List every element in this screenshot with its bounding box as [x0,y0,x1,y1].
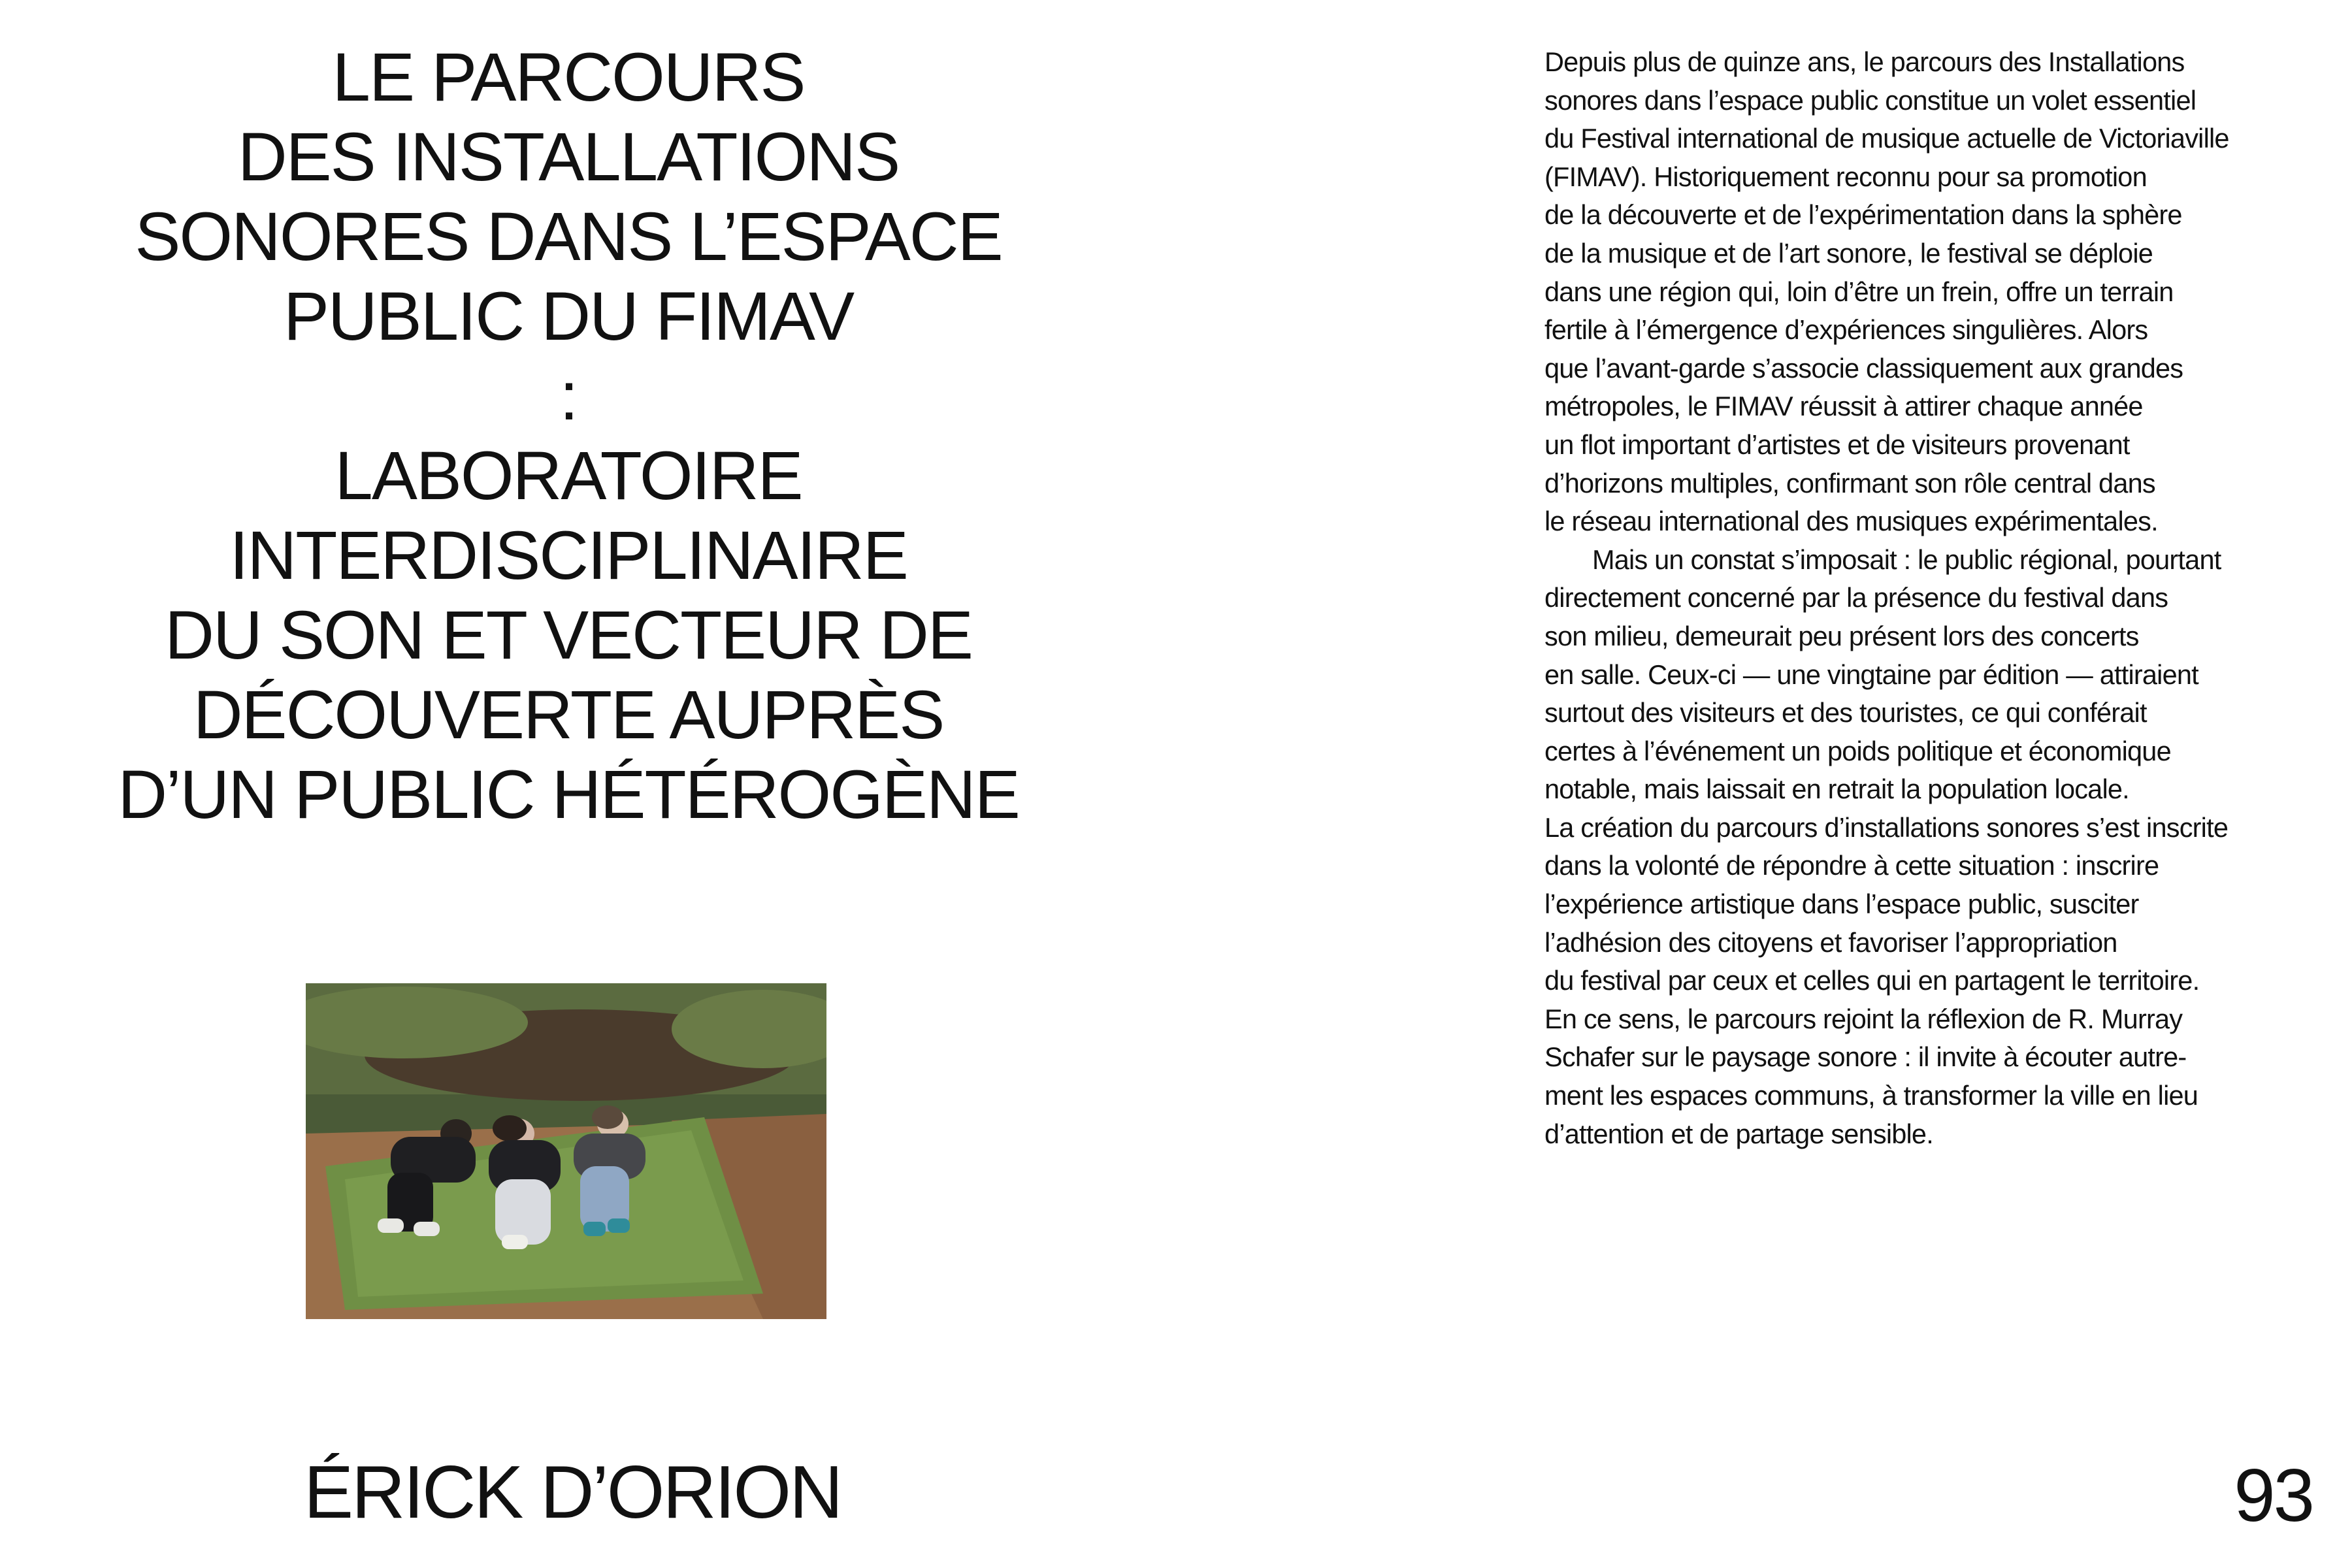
body-line: le réseau international des musiques expérimentales. [1544,506,2158,537]
title-line: D’UN PUBLIC HÉTÉROGÈNE [118,757,1019,833]
body-line: certes à l’événement un poids politique et économique [1544,735,2171,766]
title-line: LE PARCOURS [332,39,805,116]
title-line: INTERDISCIPLINAIRE [229,517,907,594]
body-line: sonores dans l’espace public constitue un volet essentiel [1544,84,2197,116]
body-line: métropoles, le FIMAV réussit à attirer chaque année [1544,391,2143,422]
body-line: directement concerné par la présence du festival dans [1544,582,2168,613]
body-line: d’horizons multiples, confirmant son rôle central dans [1544,467,2155,498]
body-line: l’expérience artistique dans l’espace public, susciter [1544,889,2139,920]
body-line: que l’avant-garde s’associe classiquement aux grandes [1544,352,2183,384]
body-line: La création du parcours d’installations sonores s’est inscrite [1544,811,2229,843]
title-line: : [559,358,578,434]
body-line: ment les espaces communs, à transformer la ville en lieu [1544,1080,2198,1111]
body-line: du Festival international de musique actuelle de Victoriaville [1544,123,2229,154]
body-line: En ce sens, le parcours rejoint la réflexion de R. Murray [1544,1003,2183,1034]
article-photo [306,983,826,1319]
photo-three-people-lying-on-grass [306,983,826,1319]
title-line: SONORES DANS L’ESPACE [135,199,1002,275]
page-number: 93 [2234,1454,2313,1537]
author-name: ÉRICK D’ORION [304,1451,841,1534]
body-line: dans une région qui, loin d’être un frein, offre un terrain [1544,276,2174,307]
article-body [1544,43,2322,1153]
body-line: du festival par ceux et celles qui en partagent le territoire. [1544,965,2200,996]
body-line: d’attention et de partage sensible. [1544,1118,1933,1149]
body-line: l’adhésion des citoyens et favoriser l’appropriation [1544,926,2117,958]
title-line: DÉCOUVERTE AUPRÈS [193,677,944,753]
body-line: Mais un constat s’imposait : le public régional, pourtant [1592,544,2221,575]
body-line: en salle. Ceux-ci — une vingtaine par édition — attiraient [1544,659,2198,690]
body-line: de la musique et de l’art sonore, le festival se déploie [1544,237,2153,269]
body-line: notable, mais laissait en retrait la population locale. [1544,774,2129,805]
title-line: DES INSTALLATIONS [237,119,900,195]
body-line: Schafer sur le paysage sonore : il invite à écouter autre- [1544,1041,2187,1073]
title-line: DU SON ET VECTEUR DE [165,597,972,674]
body-line: surtout des visiteurs et des touristes, ce qui conférait [1544,697,2147,728]
body-line: dans la volonté de répondre à cette situation : inscrire [1544,850,2159,881]
body-line: Depuis plus de quinze ans, le parcours des Installations [1544,46,2185,77]
body-line: (FIMAV). Historiquement reconnu pour sa promotion [1544,161,2147,192]
title-line: LABORATOIRE [335,438,802,514]
body-line: fertile à l’émergence d’expériences singulières. Alors [1544,314,2148,346]
article-title [72,38,1065,835]
title-line: PUBLIC DU FIMAV [283,278,854,355]
body-line: son milieu, demeurait peu présent lors des concerts [1544,620,2139,651]
body-line: de la découverte et de l’expérimentation dans la sphère [1544,199,2182,231]
body-line: un flot important d’artistes et de visiteurs provenant [1544,429,2130,460]
